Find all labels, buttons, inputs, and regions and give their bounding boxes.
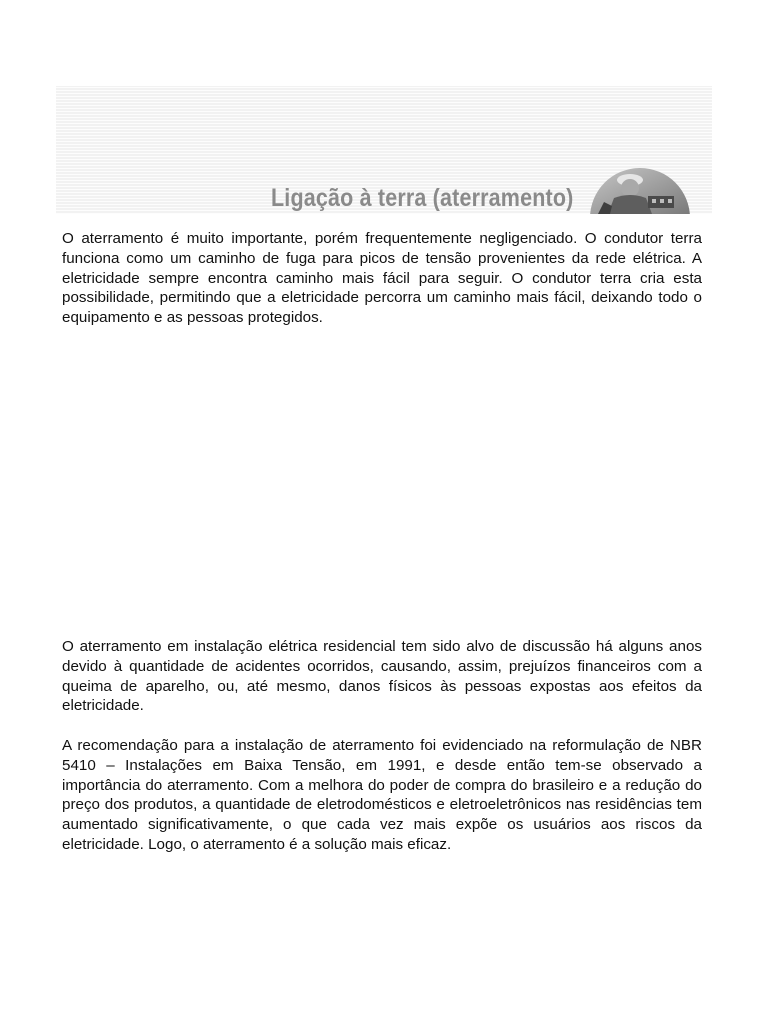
paragraph-intro: O aterramento é muito importante, porém frequentemente negligenciado. O condutor terra funciona como um caminho de fuga para picos de tensão provenientes da rede elétrica. A eletricidade sempre encontra caminho mais fácil para seguir. O condutor terra cria esta possibilidade, permitindo que a eletricidade percorra um caminho mais fácil, deixando todo o equipamento e as pessoas protegidos.	[62, 230, 702, 327]
header-banner	[56, 86, 712, 214]
paragraph-recommendation: A recomendação para a instalação de aterramento foi evidenciado na reformulação de NBR 5410 – Instalações em Baixa Tensão, em 1991, e desde então tem-se observado a importância do aterramento. Com a melhora do poder de compra do brasileiro e a redução do preço dos produtos, a quantidade de eletrodomésticos e eletroeletrônicos nas residências tem aumentado significativamente, o que cada vez mais expõe os usuários aos riscos da eletricidade. Logo, o aterramento é a solução mais eficaz.	[62, 737, 702, 853]
paragraph-discussion: O aterramento em instalação elétrica residencial tem sido alvo de discussão há alguns anos devido à quantidade de acidentes ocorridos, causando, assim, prejuízos financeiros com a queima de aparelho, ou, até mesmo, danos físicos às pessoas expostas aos efeitos da eletricidade.	[62, 638, 702, 715]
worker-photo-icon	[590, 166, 690, 214]
banner-title: Ligação à terra (aterramento)	[271, 184, 574, 212]
